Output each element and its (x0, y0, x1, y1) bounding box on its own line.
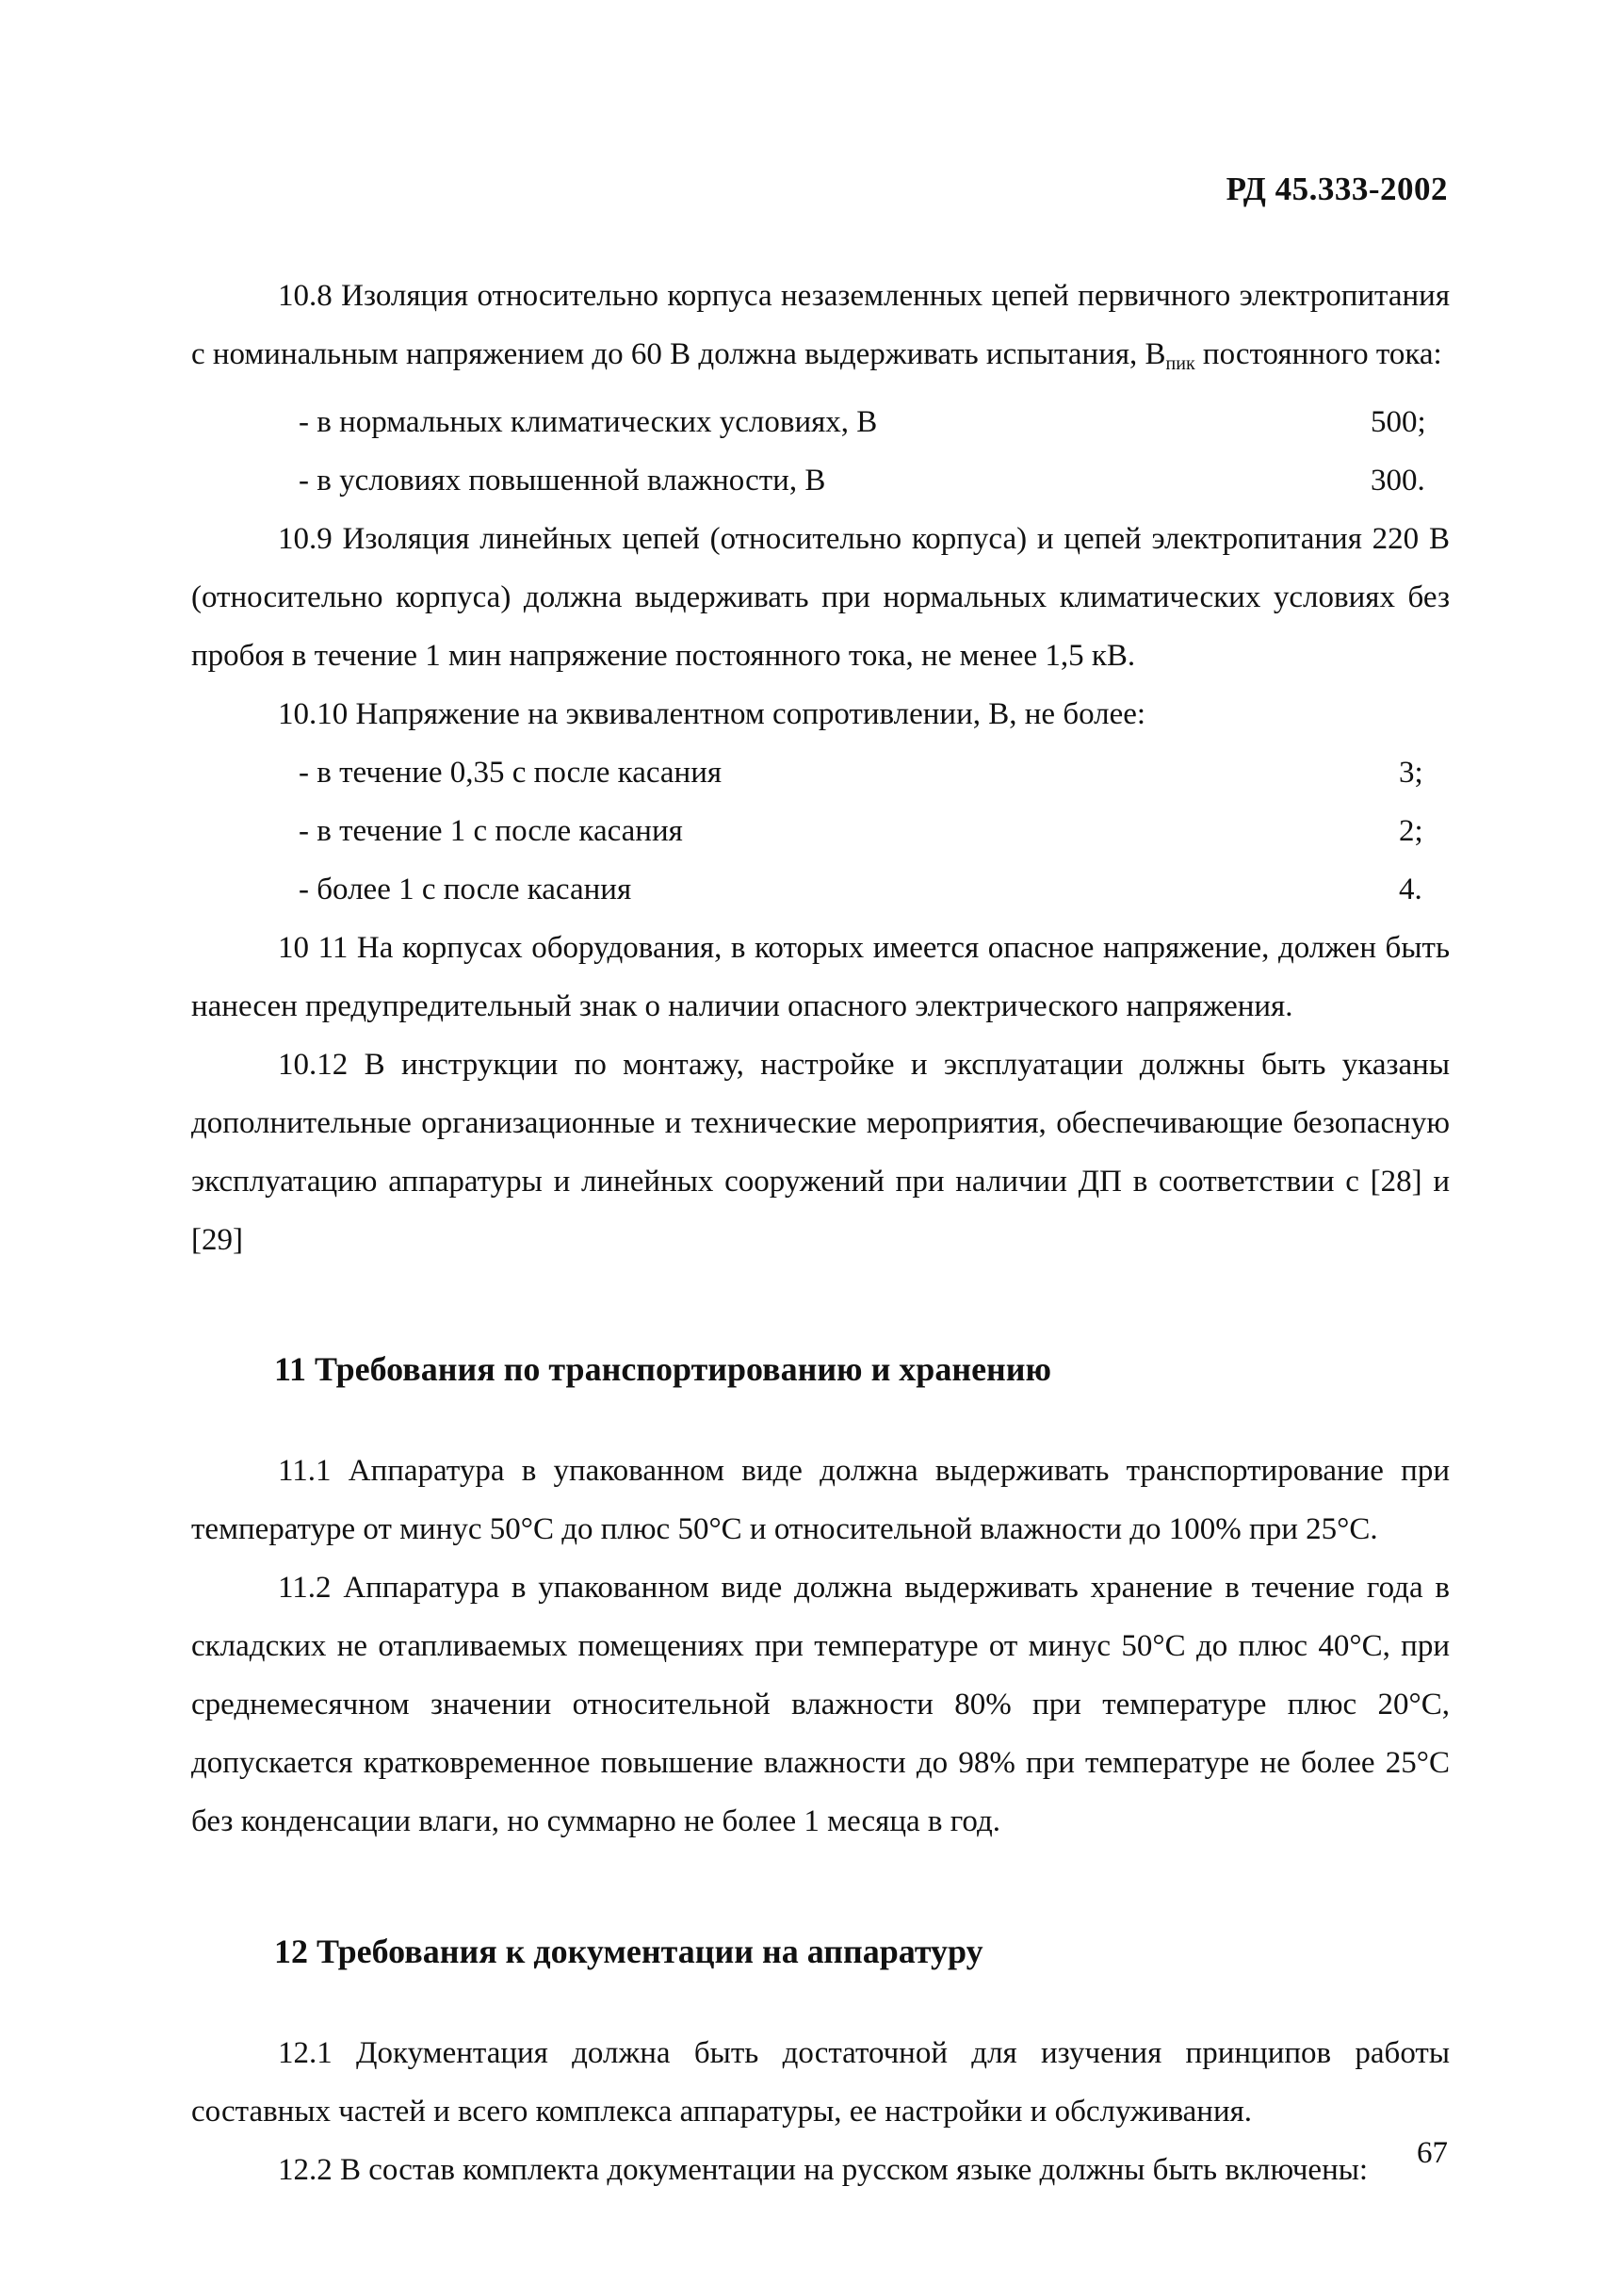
paragraph-12-2: 12.2 В состав комплекта документации на русском языке должны быть включены: (278, 2153, 1369, 2187)
section-10-block (191, 267, 1450, 1269)
section-12-body (191, 2024, 1450, 2199)
paragraph-11-2: 11.2 Аппаратура в упакованном виде должна выдерживать хранение в течение года в складских не отапливаемых помещениях при температуре от минус 50°С до плюс 40°С, при среднемесячном значении относительной влажности 80% при температуре плюс 20°С, допускается кратковременное повышение влажности до 98% при температуре не более 25°С без конденсации влаги, но суммарно не более 1 месяца в год. (191, 1571, 1450, 1838)
list-item-label: - более 1 с после касания (299, 873, 632, 906)
paragraph-12-1: 12.1 Документация должна быть достаточной для изучения принципов работы составных частей и всего комплекса аппаратуры, ее настройки и обслуживания. (191, 2036, 1450, 2129)
list-item-label: - в условиях повышенной влажности, В (299, 464, 826, 498)
list-item-value: 300. (1371, 464, 1425, 498)
section-12-title: 12 Требования к документации на аппаратуру (274, 1933, 983, 1970)
paragraph-10-12: 10.12 В инструкции по монтажу, настройке и эксплуатации должны быть указаны дополнительные организационные и технические мероприятия, обеспечивающие безопасную эксплуатацию аппаратуры и линейных сооружений при наличии ДП в соответствии с [28] и [29] (191, 1048, 1450, 1257)
paragraph-10-8 (191, 267, 1450, 393)
section-12-block (191, 1922, 1450, 1981)
list-item-label: - в течение 1 с после касания (299, 814, 683, 848)
list-item (191, 802, 1450, 860)
list-item (191, 860, 1450, 919)
paragraph-11-1: 11.1 Аппаратура в упакованном виде должна выдерживать транспортирование при температуре от минус 50°С до плюс 50°С и относительной влажности до 100% при 25°С. (191, 1454, 1450, 1546)
list-item-value: 2; (1399, 814, 1423, 848)
list-item (191, 393, 1450, 451)
paragraph-10-8-text: 10.8 Изоляция относительно корпуса незаземленных цепей первичного электропитания с номинальным напряжением до 60 В должна выдерживать испытания, В (191, 279, 1450, 371)
paragraph-10-9: 10.9 Изоляция линейных цепей (относительно корпуса) и цепей электропитания 220 В (относительно корпуса) должна выдерживать при нормальных климатических условиях без пробоя в течение 1 мин напряжение постоянного тока, не менее 1,5 кВ. (191, 522, 1450, 673)
paragraph-10-8-tail: постоянного тока: (1194, 337, 1442, 371)
list-item-label: - в течение 0,35 с после касания (299, 756, 723, 790)
paragraph-10-10: 10.10 Напряжение на эквивалентном сопротивлении, В, не более: (278, 697, 1146, 731)
section-11-body (191, 1442, 1450, 1851)
section-11-title: 11 Требования по транспортированию и хранению (274, 1350, 1052, 1388)
document-code: РД 45.333-2002 (1226, 171, 1448, 207)
list-item-value: 500; (1371, 405, 1426, 439)
list-item (191, 451, 1450, 510)
paragraph-10-11: 10 11 На корпусах оборудования, в которых имеется опасное напряжение, должен быть нанесен предупредительный знак о наличии опасного электрического напряжения. (191, 931, 1450, 1023)
list-item-label: - в нормальных климатических условиях, В (299, 405, 878, 439)
list-item (191, 743, 1450, 802)
list-item-value: 4. (1399, 873, 1422, 906)
section-11-block (191, 1340, 1450, 1398)
subscript-pik: пик (1165, 353, 1195, 374)
page-number: 67 (1417, 2136, 1448, 2170)
list-item-value: 3; (1399, 756, 1423, 790)
